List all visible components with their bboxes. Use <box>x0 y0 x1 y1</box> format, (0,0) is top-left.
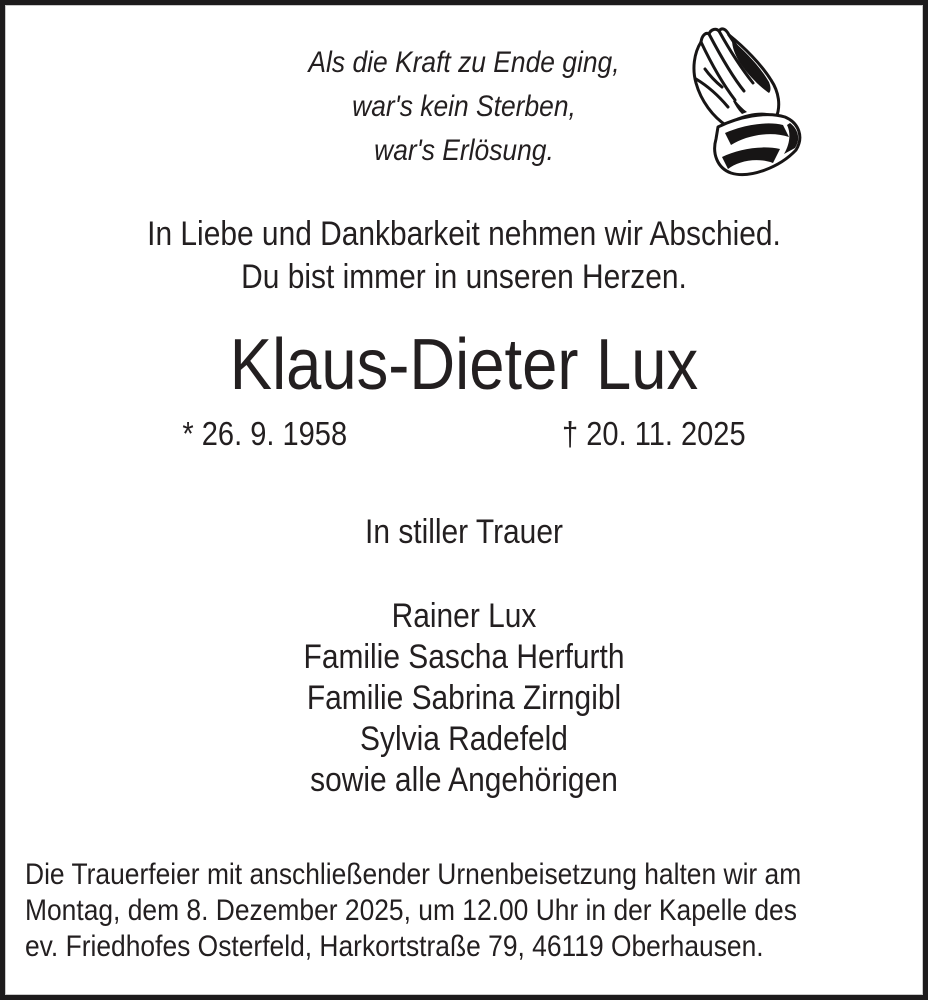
funeral-line-3: ev. Friedhofes Osterfeld, Harkortstraße 79, 46119 Oberhausen. <box>25 930 764 963</box>
mourners-list <box>60 596 868 801</box>
mourner-name: sowie alle Angehörigen <box>310 761 618 799</box>
life-dates <box>182 415 745 453</box>
praying-hands-icon <box>671 27 813 187</box>
mourning-heading: In stiller Trauer <box>365 513 563 551</box>
verse-line-2: war's kein Sterben, <box>352 90 576 123</box>
farewell-line-1: In Liebe und Dankbarkeit nehmen wir Abschied. <box>147 215 781 253</box>
mourner-name: Rainer Lux <box>391 597 537 635</box>
birth-date: * 26. 9. 1958 <box>182 415 348 452</box>
farewell-line-2: Du bist immer in unseren Herzen. <box>241 258 687 296</box>
funeral-details <box>25 857 815 965</box>
mourner-name: Familie Sascha Herfurth <box>303 638 625 676</box>
mourner-name: Familie Sabrina Zirngibl <box>306 679 622 717</box>
deceased-name: Klaus-Dieter Lux <box>229 325 699 405</box>
verse-line-3: war's Erlösung. <box>374 134 554 167</box>
funeral-line-1: Die Trauerfeier mit anschließender Urnenbeisetzung halten wir am <box>25 858 802 891</box>
funeral-line-2: Montag, dem 8. Dezember 2025, um 12.00 Uhr in der Kapelle des <box>25 894 797 927</box>
verse-line-1: Als die Kraft zu Ende ging, <box>308 46 620 79</box>
death-date: † 20. 11. 2025 <box>562 415 746 452</box>
mourner-name: Sylvia Radefeld <box>360 720 568 758</box>
farewell-text <box>60 213 868 299</box>
